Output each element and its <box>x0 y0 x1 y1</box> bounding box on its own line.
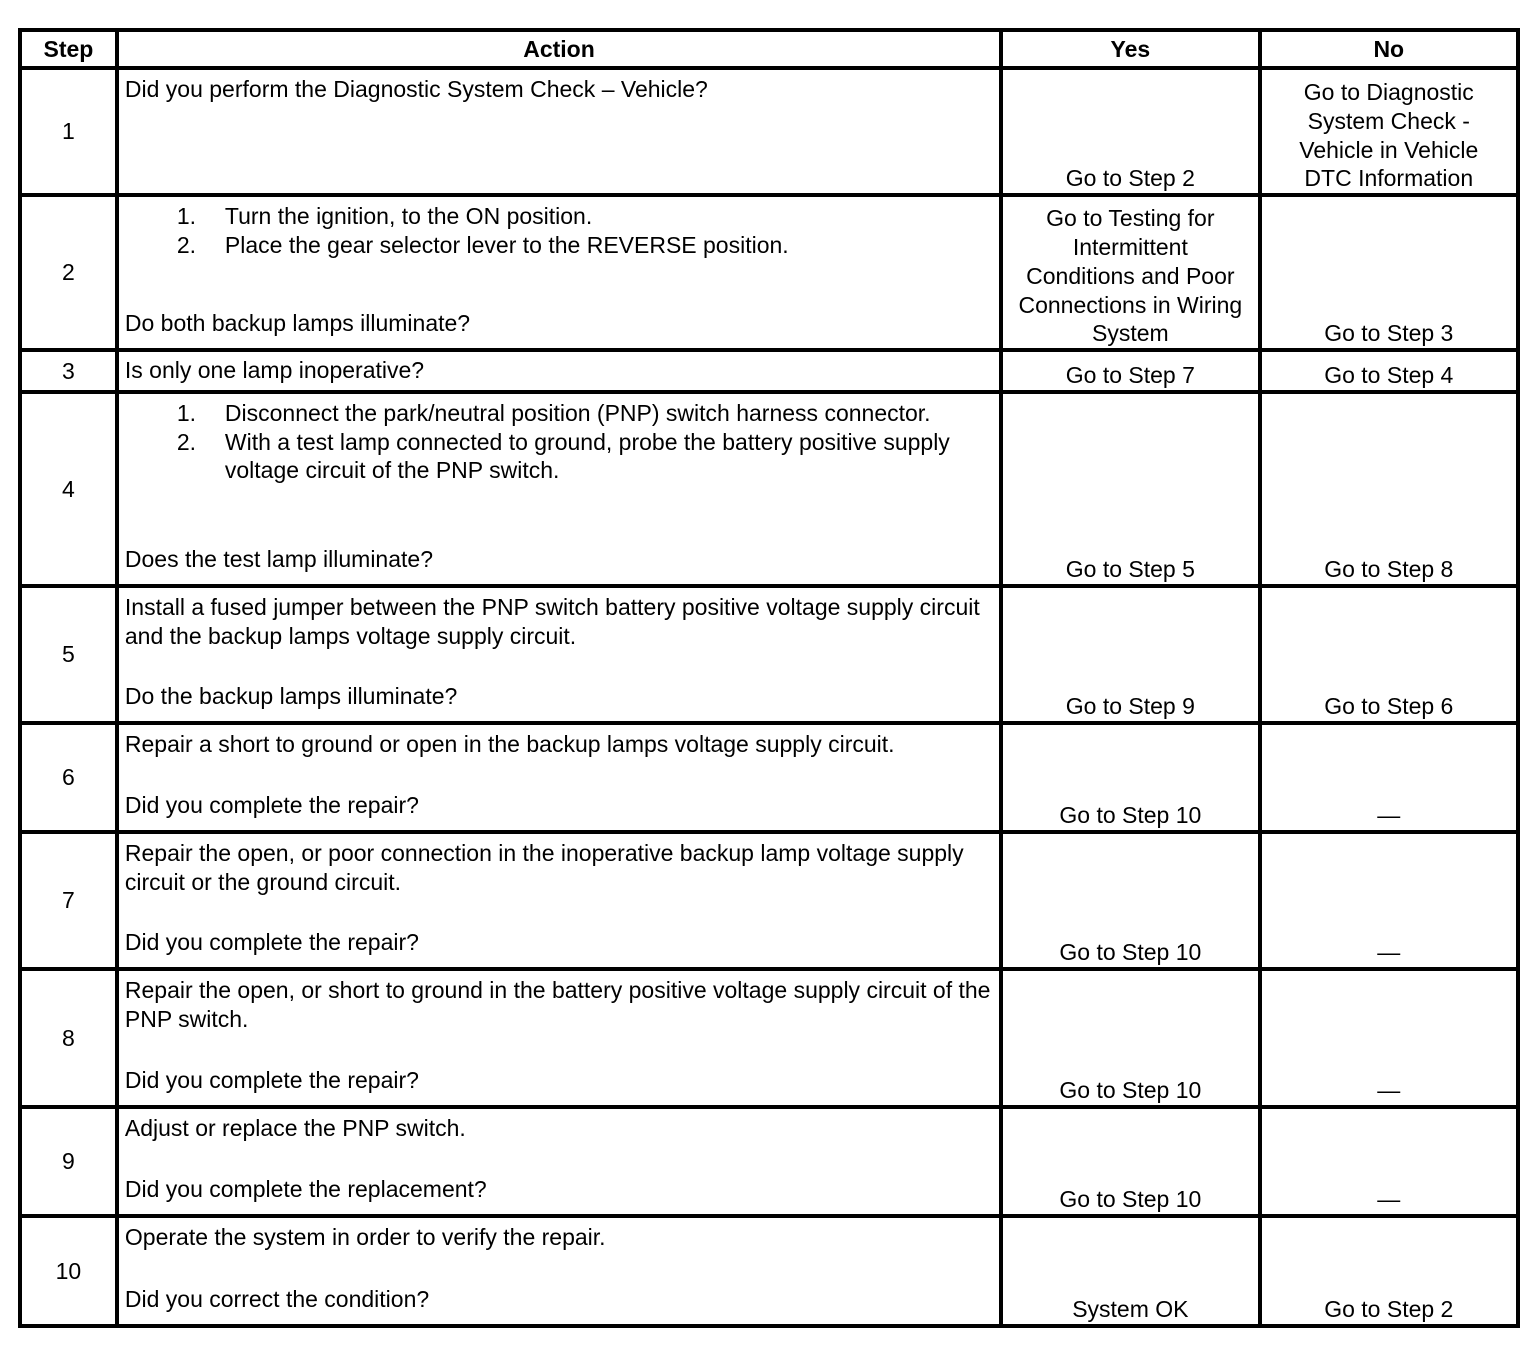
no-text: Go to Step 4 <box>1324 362 1454 389</box>
table-row <box>20 195 1518 350</box>
header-no: No <box>1260 30 1518 68</box>
no-text: Go to Diagnostic System Check - Vehicle in Vehicle DTC Information <box>1299 79 1479 192</box>
no-text: Go to Step 2 <box>1324 1296 1454 1323</box>
no-text: Go to Step 3 <box>1324 320 1454 347</box>
yes-cell <box>1001 1107 1259 1216</box>
table-row <box>20 586 1518 723</box>
no-cell <box>1260 1216 1518 1326</box>
action-question: Does the test lamp illuminate? <box>124 546 433 573</box>
no-text: Go to Step 6 <box>1324 693 1454 720</box>
action-cell <box>117 723 1001 832</box>
yes-cell <box>1001 586 1259 723</box>
yes-text: Go to Step 10 <box>1059 802 1202 829</box>
action-cell <box>117 68 1001 195</box>
action-cell <box>117 586 1001 723</box>
yes-cell <box>1001 832 1259 969</box>
step-number: 6 <box>20 723 117 832</box>
action-question: Do the backup lamps illuminate? <box>124 683 458 710</box>
table-row <box>20 723 1518 832</box>
header-row <box>20 30 1518 68</box>
action-steps <box>125 202 991 259</box>
action-cell <box>117 392 1001 586</box>
header-step: Step <box>20 30 117 68</box>
yes-text: Go to Step 2 <box>1065 165 1195 192</box>
yes-cell <box>1001 723 1259 832</box>
yes-cell <box>1001 195 1259 350</box>
table-row <box>20 832 1518 969</box>
action-steps <box>125 399 991 485</box>
step-number: 1 <box>20 68 117 195</box>
no-text: — <box>1377 939 1401 966</box>
no-cell <box>1260 969 1518 1107</box>
action-question: Did you correct the condition? <box>124 1286 430 1313</box>
action-cell <box>117 832 1001 969</box>
no-cell <box>1260 195 1518 350</box>
action-cell <box>117 350 1001 392</box>
no-cell <box>1260 392 1518 586</box>
no-text: — <box>1377 802 1401 829</box>
step-number: 4 <box>20 392 117 586</box>
action-text: Install a fused jumper between the PNP switch battery positive voltage supply circuit and the backup lamps voltage supply circuit. <box>124 594 980 649</box>
action-cell <box>117 969 1001 1107</box>
action-question: Did you complete the repair? <box>124 929 419 956</box>
action-text: Operate the system in order to verify the repair. <box>124 1224 606 1250</box>
yes-cell <box>1001 1216 1259 1326</box>
step-number: 2 <box>20 195 117 350</box>
action-text: Repair the open, or short to ground in the battery positive voltage supply circuit of the PNP switch. <box>124 977 991 1032</box>
yes-cell <box>1001 392 1259 586</box>
header-yes: Yes <box>1001 30 1259 68</box>
no-cell <box>1260 832 1518 969</box>
action-text: Is only one lamp inoperative? <box>124 357 425 383</box>
yes-text: Go to Step 10 <box>1059 1077 1202 1104</box>
no-cell <box>1260 586 1518 723</box>
yes-text: System OK <box>1072 1296 1189 1323</box>
table-row <box>20 969 1518 1107</box>
no-text: Go to Step 8 <box>1324 556 1454 583</box>
table-row <box>20 350 1518 392</box>
diagnostic-table <box>18 28 1520 1328</box>
no-text: — <box>1377 1186 1401 1213</box>
step-number: 8 <box>20 969 117 1107</box>
yes-cell <box>1001 68 1259 195</box>
table-row <box>20 68 1518 195</box>
action-text: Repair the open, or poor connection in the inoperative backup lamp voltage supply circuit or the ground circuit. <box>124 840 964 895</box>
yes-text: Go to Step 5 <box>1065 556 1195 583</box>
no-cell <box>1260 350 1518 392</box>
yes-text: Go to Testing for Intermittent Conditions and Poor Connections in Wiring System <box>1018 205 1243 347</box>
yes-text: Go to Step 7 <box>1065 362 1195 389</box>
header-action: Action <box>117 30 1001 68</box>
yes-cell <box>1001 969 1259 1107</box>
table-row <box>20 392 1518 586</box>
action-cell <box>117 1107 1001 1216</box>
table-row <box>20 1107 1518 1216</box>
yes-text: Go to Step 10 <box>1059 1186 1202 1213</box>
step-number: 7 <box>20 832 117 969</box>
no-cell <box>1260 68 1518 195</box>
list-item: 2. With a test lamp connected to ground, probe the battery positive supply voltage circuit of the PNP switch. <box>176 428 950 484</box>
action-question: Did you complete the replacement? <box>124 1176 487 1203</box>
step-number: 10 <box>20 1216 117 1326</box>
action-question: Do both backup lamps illuminate? <box>124 310 471 337</box>
action-question: Did you complete the repair? <box>124 792 419 819</box>
action-cell <box>117 195 1001 350</box>
step-number: 3 <box>20 350 117 392</box>
step-number: 9 <box>20 1107 117 1216</box>
yes-text: Go to Step 10 <box>1059 939 1202 966</box>
no-cell <box>1260 1107 1518 1216</box>
list-item: 1. Turn the ignition, to the ON position. <box>176 203 593 229</box>
no-cell <box>1260 723 1518 832</box>
action-text: Repair a short to ground or open in the backup lamps voltage supply circuit. <box>124 731 895 757</box>
yes-text: Go to Step 9 <box>1065 693 1195 720</box>
no-text: — <box>1377 1077 1401 1104</box>
step-number: 5 <box>20 586 117 723</box>
list-item: 1. Disconnect the park/neutral position (PNP) switch harness connector. <box>176 400 931 426</box>
action-cell <box>117 1216 1001 1326</box>
action-question: Did you complete the repair? <box>124 1067 419 1094</box>
table-row <box>20 1216 1518 1326</box>
action-text: Did you perform the Diagnostic System Check – Vehicle? <box>124 76 708 102</box>
action-text: Adjust or replace the PNP switch. <box>124 1115 466 1141</box>
yes-cell <box>1001 350 1259 392</box>
list-item: 2. Place the gear selector lever to the REVERSE position. <box>176 231 789 258</box>
